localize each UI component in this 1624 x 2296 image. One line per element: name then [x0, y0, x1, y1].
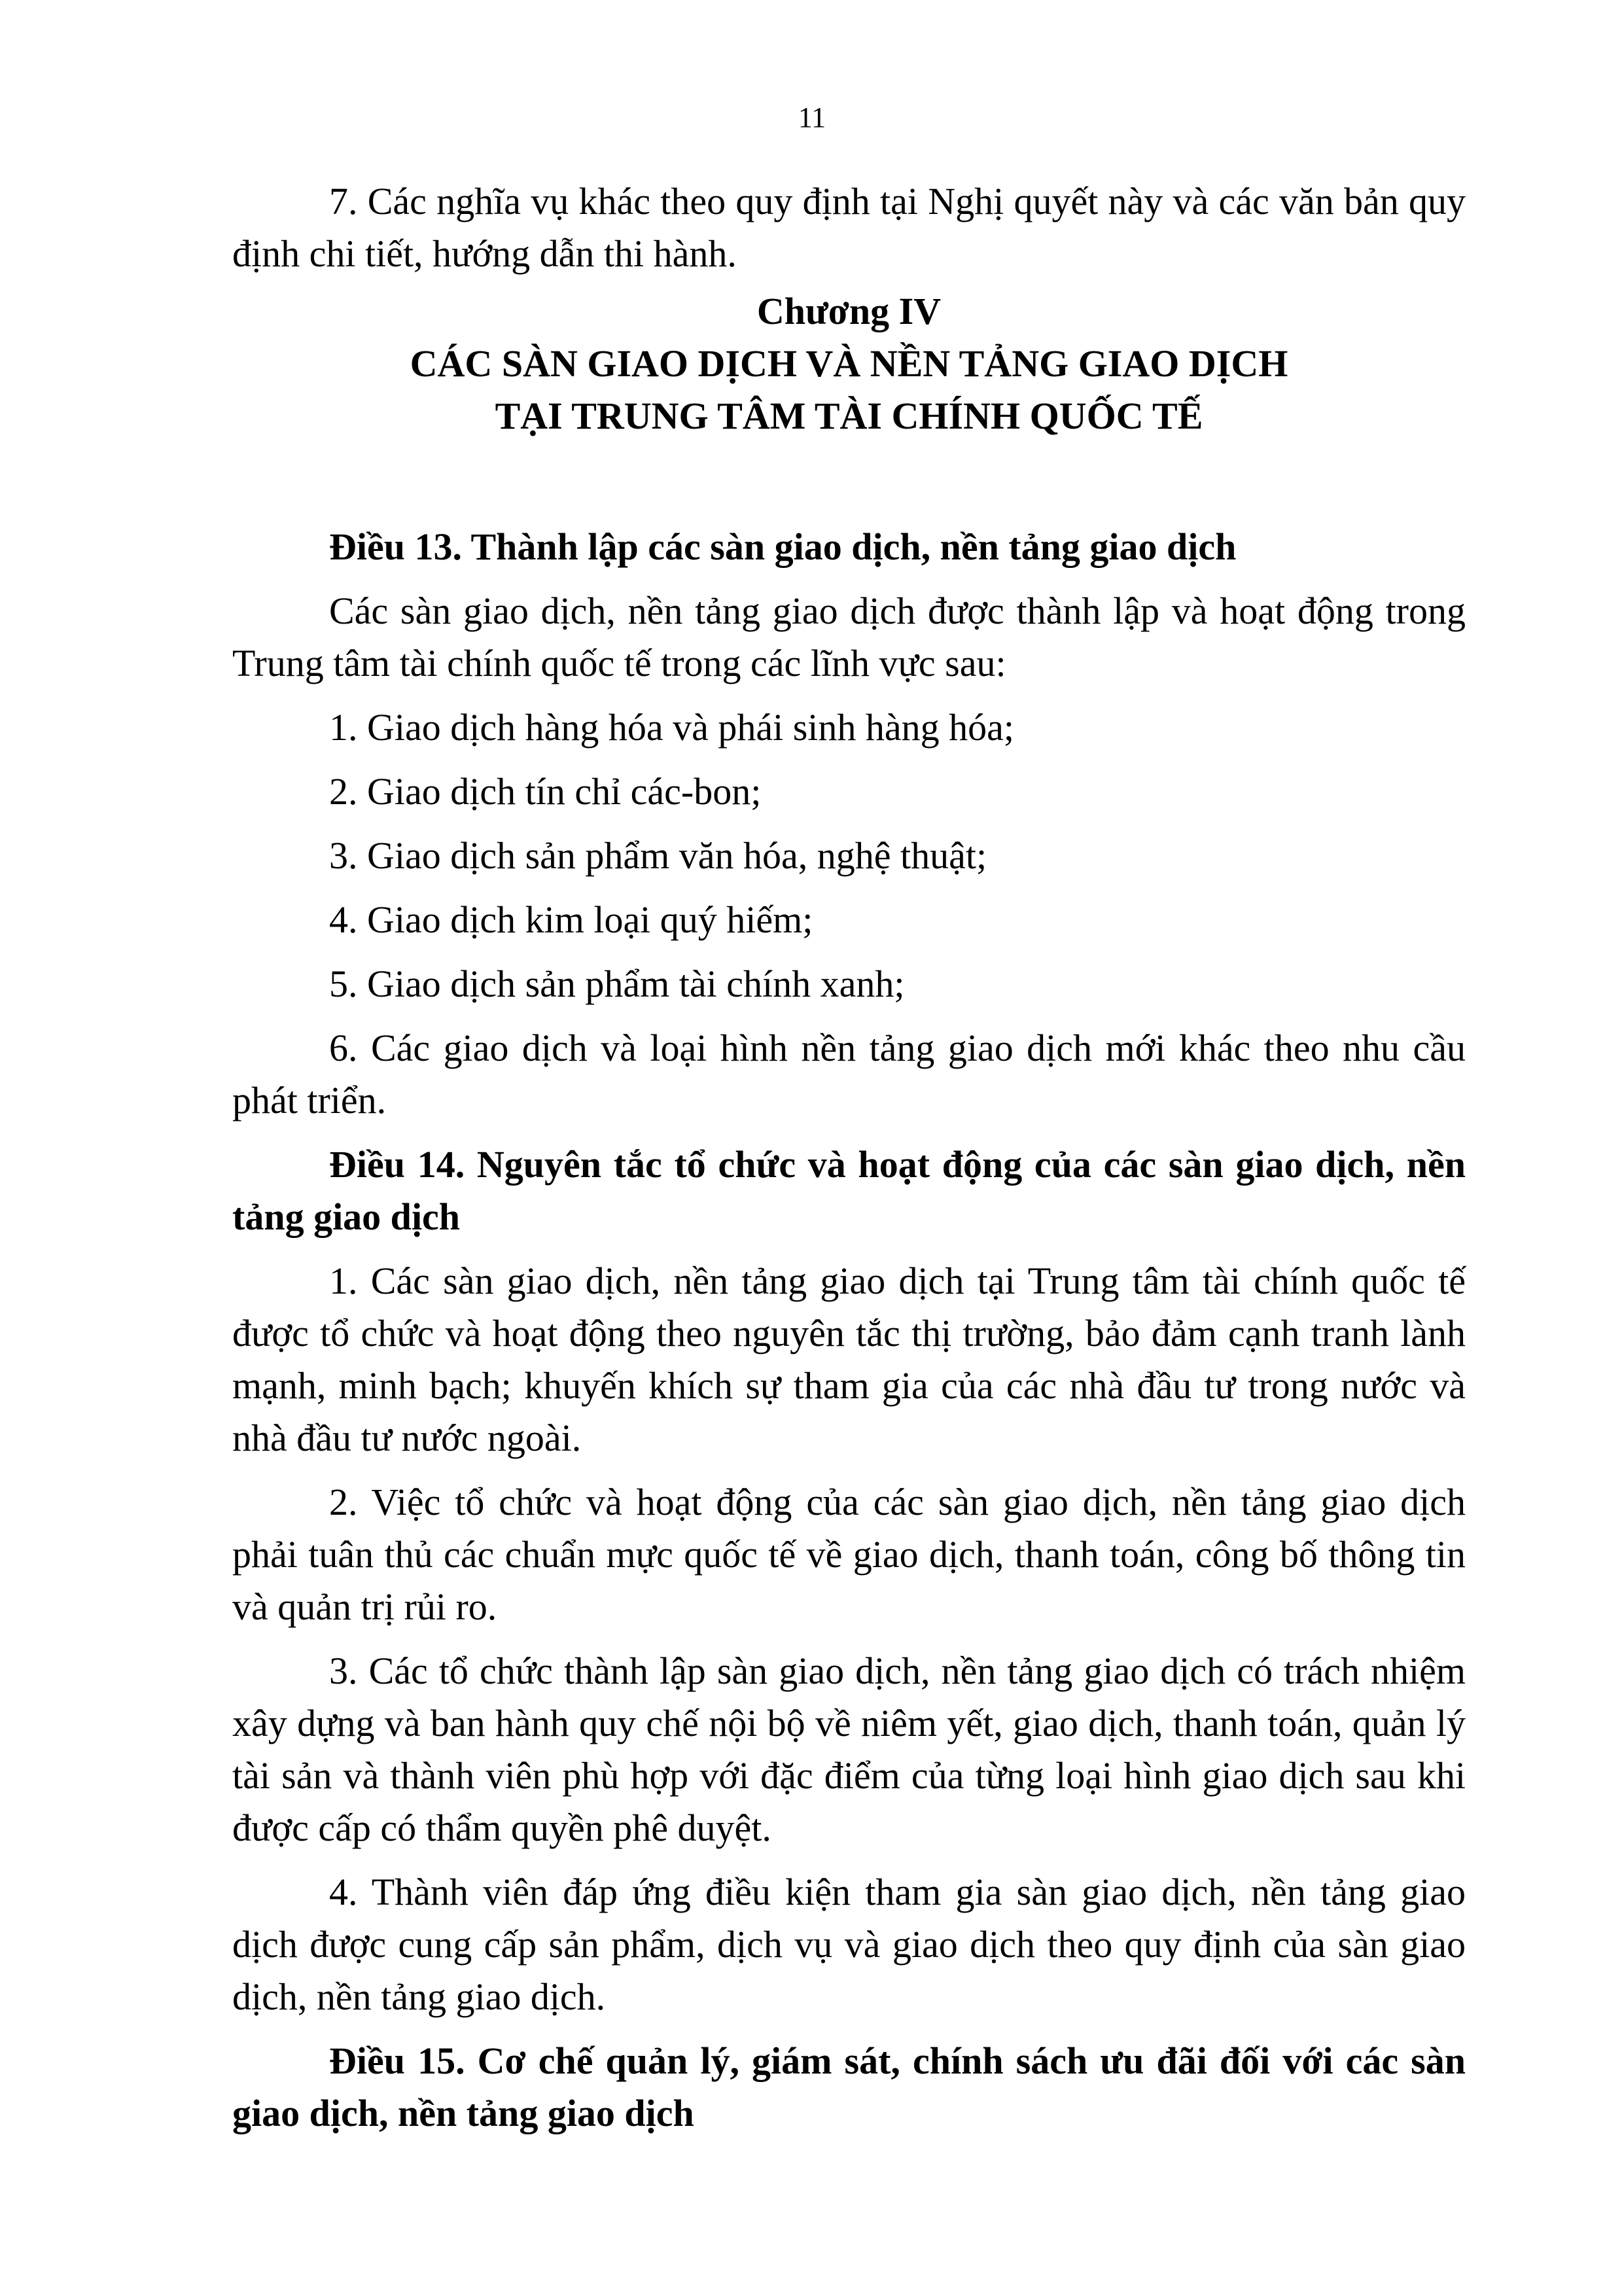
article-14-item: 1. Các sàn giao dịch, nền tảng giao dịch tại Trung tâm tài chính quốc tế được tổ chức và hoạt động theo nguyên tắc thị trường, bảo đảm cạnh tranh lành mạnh, minh bạch; khuyến khích sự tham gia của các nhà đầu tư trong nước và nhà đầu tư nước ngoài.: [232, 1260, 1466, 1459]
article-14-item: 2. Việc tổ chức và hoạt động của các sàn giao dịch, nền tảng giao dịch phải tuân thủ các chuẩn mực quốc tế về giao dịch, thanh toán, công bố thông tin và quản trị rủi ro.: [232, 1481, 1466, 1628]
page-body: [232, 175, 1466, 2140]
intro-item-7: 7. Các nghĩa vụ khác theo quy định tại Nghị quyết này và các văn bản quy định chi tiết, hướng dẫn thi hành.: [232, 180, 1466, 275]
chapter-title-line-2: TẠI TRUNG TÂM TÀI CHÍNH QUỐC TẾ: [495, 395, 1203, 437]
article-13-item: 1. Giao dịch hàng hóa và phái sinh hàng hóa;: [329, 706, 1014, 749]
article-14-item: 4. Thành viên đáp ứng điều kiện tham gia sàn giao dịch, nền tảng giao dịch được cung cấp sản phẩm, dịch vụ và giao dịch theo quy định của sàn giao dịch, nền tảng giao dịch.: [232, 1871, 1466, 2018]
article-13-item: 5. Giao dịch sản phẩm tài chính xanh;: [329, 963, 905, 1005]
article-15-heading: Điều 15. Cơ chế quản lý, giám sát, chính sách ưu đãi đối với các sàn giao dịch, nền tảng giao dịch: [232, 2040, 1466, 2134]
chapter-label: Chương IV: [756, 290, 942, 332]
chapter-title-line-1: CÁC SÀN GIAO DỊCH VÀ NỀN TẢNG GIAO DỊCH: [410, 342, 1288, 385]
article-13-item: 3. Giao dịch sản phẩm văn hóa, nghệ thuật;: [329, 834, 987, 877]
article-14-item: 3. Các tổ chức thành lập sàn giao dịch, nền tảng giao dịch có trách nhiệm xây dựng và ban hành quy chế nội bộ về niêm yết, giao dịch, thanh toán, quản lý tài sản và thành viên phù hợp với đặc điểm của từng loại hình giao dịch sau khi được cấp có thẩm quyền phê duyệt.: [232, 1650, 1466, 1849]
article-13-item: 6. Các giao dịch và loại hình nền tảng giao dịch mới khác theo nhu cầu phát triển.: [232, 1027, 1466, 1122]
page-number: 11: [798, 101, 826, 133]
article-13-heading: Điều 13. Thành lập các sàn giao dịch, nền tảng giao dịch: [329, 525, 1237, 568]
chapter-heading: [232, 285, 1466, 442]
article-13-lead: Các sàn giao dịch, nền tảng giao dịch được thành lập và hoạt động trong Trung tâm tài chính quốc tế trong các lĩnh vực sau:: [232, 590, 1466, 684]
article-13-item: 4. Giao dịch kim loại quý hiếm;: [329, 898, 813, 941]
article-13-item: 2. Giao dịch tín chỉ các-bon;: [329, 770, 762, 813]
article-14-heading: Điều 14. Nguyên tắc tổ chức và hoạt động của các sàn giao dịch, nền tảng giao dịch: [232, 1143, 1466, 1238]
